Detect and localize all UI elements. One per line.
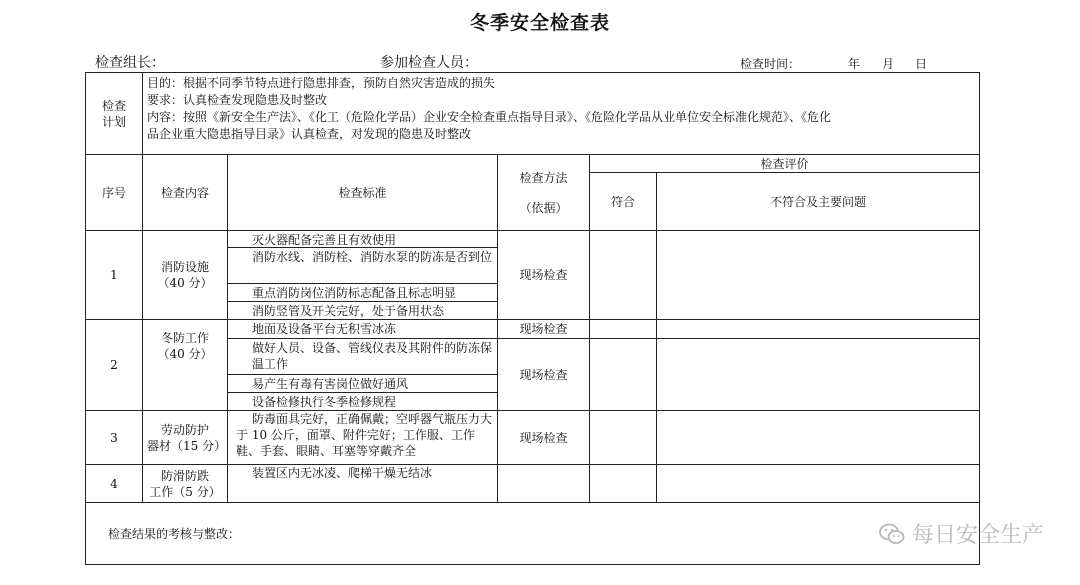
row-method (498, 465, 590, 503)
row-content-line2: （40 分） (157, 347, 213, 361)
standard-item: 地面及设备平台无积雪冰冻 (228, 320, 498, 339)
row-content-line2: 工作（5 分） (149, 484, 221, 499)
time-label: 检查时间： (740, 57, 801, 71)
row-nonconform-cell[interactable] (657, 320, 980, 339)
row-standards (228, 231, 498, 320)
col-no: 序号 (86, 155, 143, 231)
standard-item: 消防竖管及开关完好，处于备用状态 (252, 304, 445, 318)
wechat-icon (878, 520, 906, 548)
row-content-line1: 防滑防跌 (160, 468, 209, 483)
col-conform: 符合 (590, 173, 657, 231)
row-method: 现场检查 (498, 231, 590, 320)
watermark (878, 518, 1044, 549)
row-conform-cell[interactable] (590, 411, 657, 465)
watermark-text: 每日安全生产 (911, 523, 1044, 548)
table-row (86, 465, 980, 503)
plan-row (86, 73, 980, 155)
plan-requirement: 要求：认真检查发现隐患及时整改 (147, 93, 328, 107)
plan-label-line1: 检查 (101, 98, 126, 113)
row-nonconform-cell[interactable] (657, 411, 980, 465)
header-row-1 (86, 155, 980, 173)
row-nonconform-cell[interactable] (657, 231, 980, 320)
row-content (143, 231, 228, 320)
col-method-line2: （依据） (519, 200, 568, 215)
row-content-line1: 冬防工作 (160, 331, 209, 345)
month-label: 月 (882, 57, 895, 71)
plan-content-line2: 品企业重大隐患指导目录》认真检查，对发现的隐患及时整改 (147, 127, 472, 141)
table-row (86, 411, 980, 465)
standard-item: 防毒面具完好，正确佩戴；空呼器气瓶压力大于 10 公斤，面罩、附件完好；工作服、工作鞋、手套、眼睛、耳塞等穿戴齐全 (228, 411, 498, 465)
col-content: 检查内容 (143, 155, 228, 231)
row-content-line2: 器材（15 分） (147, 438, 227, 453)
standard-item: 做好人员、设备、管线仪表及其附件的防冻保温工作 (228, 339, 497, 375)
row-content (143, 411, 228, 465)
standard-item: 设备检修执行冬季检修规程 (252, 395, 397, 409)
standard-item: 消防水线、消防栓、消防水泵的防冻是否到位 (228, 248, 497, 284)
row-content (143, 320, 228, 411)
col-nonconform: 不符合及主要问题 (657, 173, 980, 231)
row-conform-cell[interactable] (590, 231, 657, 320)
row-no: 2 (86, 320, 143, 411)
plan-label (86, 73, 143, 155)
row-content-line1: 消防设施 (160, 260, 209, 274)
row-content-line1: 劳动防护 (160, 422, 209, 437)
standard-item: 易产生有毒有害岗位做好通风 (228, 375, 497, 393)
plan-content (143, 73, 980, 155)
row-no: 1 (86, 231, 143, 320)
plan-content-line1: 内容：按照《新安全生产法》、《化工（危险化学品）企业安全检查重点指导目录》、《危险化学品从业单位安全标准化规范》、《危化 (147, 110, 832, 124)
day-label: 日 (915, 57, 928, 71)
row-conform-cell[interactable] (590, 320, 657, 339)
leader-label: 检查组长： (95, 55, 165, 71)
inspection-table (85, 72, 980, 565)
standard-item: 重点消防岗位消防标志配备且标志明显 (228, 284, 497, 302)
row-no: 4 (86, 465, 143, 503)
row-standards (228, 339, 498, 411)
row-no: 3 (86, 411, 143, 465)
standard-item: 装置区内无冰凌、爬梯干燥无结冰 (228, 465, 498, 503)
col-method (498, 155, 590, 231)
participants-label: 参加检查人员： (380, 55, 478, 71)
row-nonconform-cell[interactable] (657, 339, 980, 411)
row-method: 现场检查 (498, 339, 590, 411)
year-label: 年 (848, 57, 861, 71)
plan-label-line2: 计划 (101, 114, 126, 129)
standard-item: 灭火器配备完善且有效使用 (228, 231, 497, 248)
table-row (86, 231, 980, 320)
row-conform-cell[interactable] (590, 339, 657, 411)
row-content (143, 465, 228, 503)
row-nonconform-cell[interactable] (657, 465, 980, 503)
result-label: 检查结果的考核与整改： (86, 503, 980, 565)
col-standard: 检查标准 (228, 155, 498, 231)
result-row (86, 503, 980, 565)
row-content-line2: （40 分） (157, 276, 213, 290)
row-conform-cell[interactable] (590, 465, 657, 503)
plan-purpose: 目的：根据不同季节特点进行隐患排查，预防自然灾害造成的损失 (147, 76, 496, 90)
row-method: 现场检查 (498, 320, 590, 339)
table-row (86, 320, 980, 339)
page-title: 冬季安全检查表 (469, 12, 610, 34)
row-method: 现场检查 (498, 411, 590, 465)
col-method-line1: 检查方法 (519, 170, 568, 185)
col-evaluation: 检查评价 (590, 155, 980, 173)
